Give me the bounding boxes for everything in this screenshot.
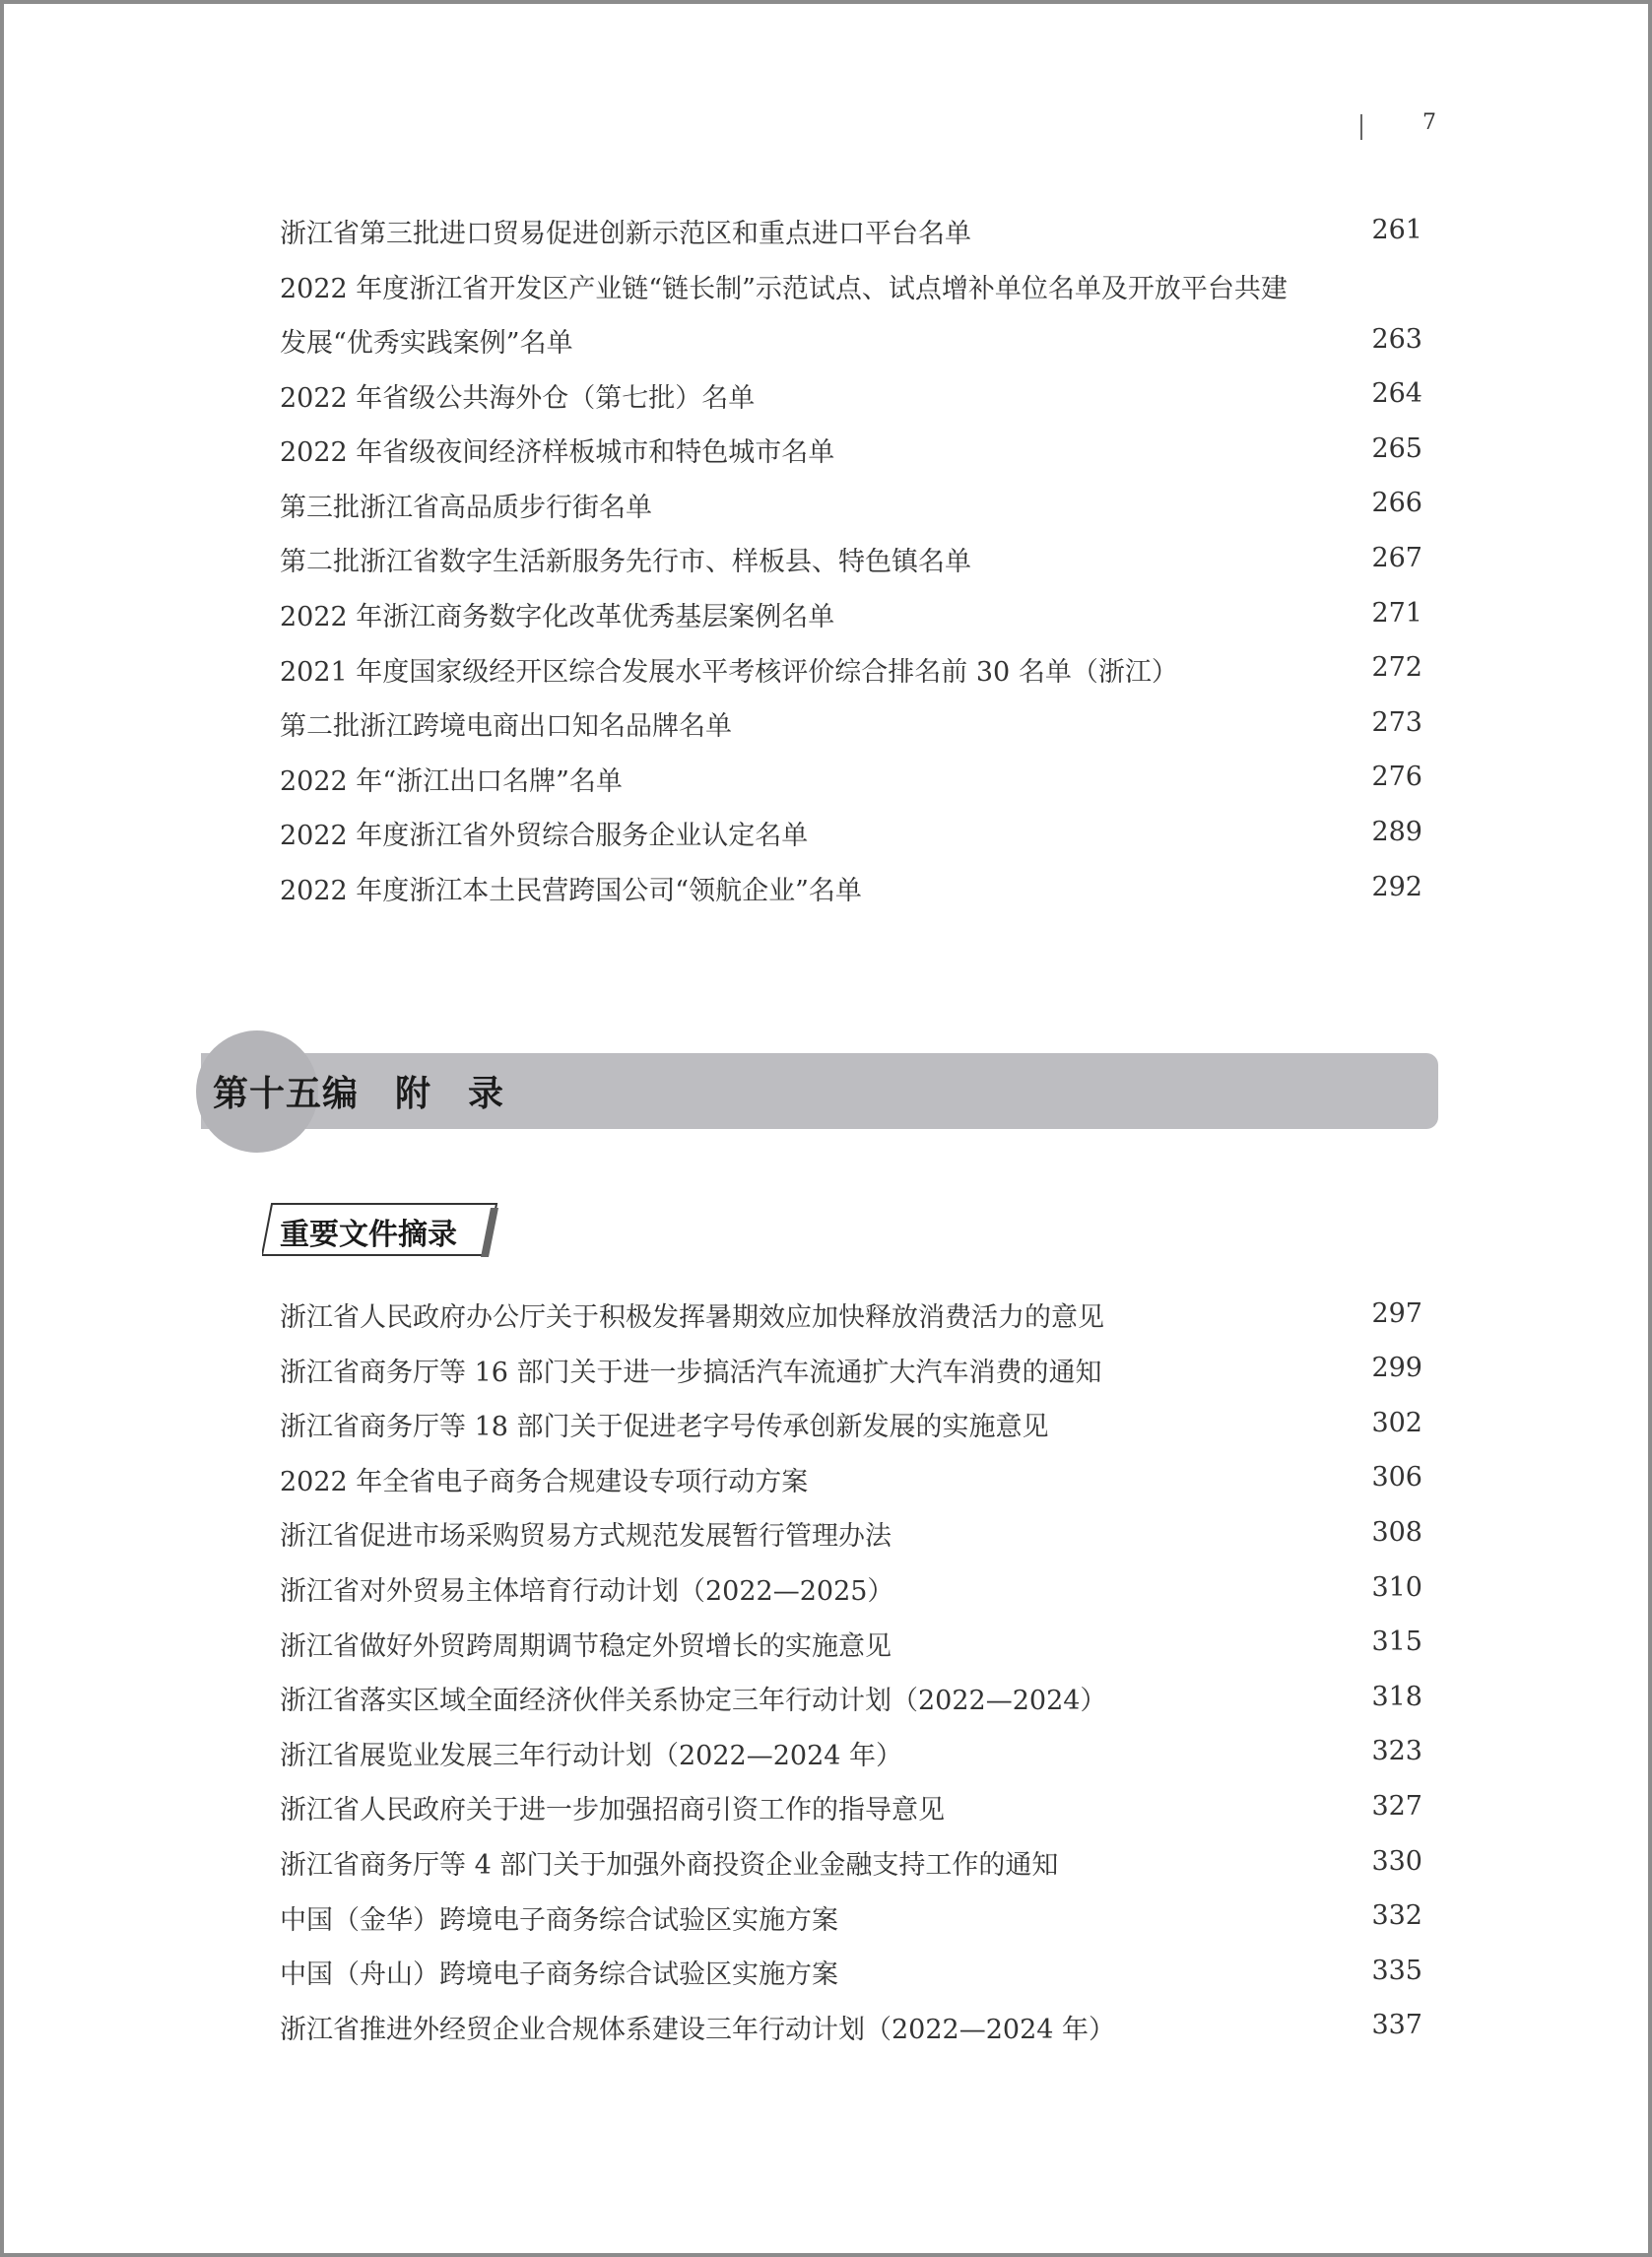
toc-entry-page: 323 bbox=[1371, 1736, 1422, 1767]
toc-entry-title: 2022 年浙江商务数字化改革优秀基层案例名单 bbox=[280, 601, 835, 632]
toc-entry-page: 292 bbox=[1371, 871, 1422, 902]
toc-entry-title: 第三批浙江省高品质步行街名单 bbox=[280, 492, 652, 523]
toc-entry-title: 2022 年省级公共海外仓（第七批）名单 bbox=[280, 382, 756, 414]
toc-entry-page: 299 bbox=[1371, 1353, 1422, 1384]
toc-entry-page: 335 bbox=[1371, 1955, 1422, 1986]
toc-entry-page: 276 bbox=[1371, 762, 1422, 793]
toc-entry-page: 267 bbox=[1371, 542, 1422, 573]
toc-entry-page: 327 bbox=[1371, 1790, 1422, 1822]
toc-entry-page: 265 bbox=[1371, 432, 1422, 464]
toc-entry-title: 中国（舟山）跨境电子商务综合试验区实施方案 bbox=[280, 1959, 838, 1991]
toc-list-part-a bbox=[280, 201, 1422, 913]
toc-entry-page: 330 bbox=[1371, 1845, 1422, 1877]
toc-entry-page: 263 bbox=[1371, 323, 1422, 355]
toc-entry-title: 浙江省促进市场采购贸易方式规范发展暂行管理办法 bbox=[280, 1521, 892, 1553]
toc-entry[interactable] bbox=[280, 1503, 1422, 1559]
toc-list-part-b bbox=[280, 1285, 1422, 2051]
subsection-tag bbox=[262, 1202, 498, 1257]
toc-entry[interactable] bbox=[280, 1888, 1422, 1943]
toc-entry[interactable] bbox=[280, 858, 1422, 913]
toc-entry-page: 261 bbox=[1371, 214, 1422, 245]
toc-entry[interactable] bbox=[280, 1449, 1422, 1504]
toc-entry-title: 浙江省人民政府办公厅关于积极发挥暑期效应加快释放消费活力的意见 bbox=[280, 1302, 1104, 1333]
toc-entry[interactable] bbox=[280, 694, 1422, 749]
toc-entry-page: 273 bbox=[1371, 706, 1422, 738]
toc-entry[interactable] bbox=[280, 365, 1422, 421]
toc-entry-title: 2022 年“浙江出口名牌”名单 bbox=[280, 765, 623, 797]
toc-entry-page: 315 bbox=[1371, 1626, 1422, 1658]
toc-entry-page: 266 bbox=[1371, 488, 1422, 519]
toc-entry[interactable] bbox=[280, 1723, 1422, 1778]
toc-entry[interactable] bbox=[280, 1668, 1422, 1723]
toc-entry-page: 297 bbox=[1371, 1297, 1422, 1329]
toc-entry-page: 302 bbox=[1371, 1407, 1422, 1438]
toc-entry[interactable] bbox=[280, 1394, 1422, 1449]
toc-entry-page: 337 bbox=[1371, 2010, 1422, 2041]
toc-entry[interactable] bbox=[280, 256, 1422, 365]
toc-entry-title: 2022 年省级夜间经济样板城市和特色城市名单 bbox=[280, 437, 835, 469]
toc-entry[interactable] bbox=[280, 475, 1422, 530]
toc-entry-title: 浙江省第三批进口贸易促进创新示范区和重点进口平台名单 bbox=[280, 219, 971, 249]
toc-entry-title: 2022 年全省电子商务合规建设专项行动方案 bbox=[280, 1466, 809, 1497]
toc-entry[interactable] bbox=[280, 529, 1422, 584]
toc-entry[interactable] bbox=[280, 201, 1422, 256]
page-number: 7 bbox=[1422, 110, 1436, 135]
toc-entry-page: 289 bbox=[1371, 816, 1422, 847]
subsection-title: 重要文件摘录 bbox=[280, 1218, 457, 1252]
toc-entry-title: 第二批浙江跨境电商出口知名品牌名单 bbox=[280, 711, 732, 743]
toc-entry-page: 272 bbox=[1371, 652, 1422, 684]
toc-entry-page: 332 bbox=[1371, 1900, 1422, 1932]
toc-entry-page: 306 bbox=[1371, 1462, 1422, 1494]
toc-entry[interactable] bbox=[280, 1942, 1422, 1997]
toc-entry-title: 浙江省商务厅等 18 部门关于促进老字号传承创新发展的实施意见 bbox=[280, 1412, 1049, 1443]
toc-entry[interactable] bbox=[280, 749, 1422, 804]
toc-entry-page: 264 bbox=[1371, 378, 1422, 410]
toc-entry[interactable] bbox=[280, 639, 1422, 695]
toc-entry[interactable] bbox=[280, 1285, 1422, 1340]
toc-entry-title: 浙江省做好外贸跨周期调节稳定外贸增长的实施意见 bbox=[280, 1630, 892, 1662]
toc-entry[interactable] bbox=[280, 1614, 1422, 1669]
toc-entry[interactable] bbox=[280, 1777, 1422, 1832]
toc-entry-page: 310 bbox=[1371, 1571, 1422, 1603]
toc-entry-title: 浙江省人民政府关于进一步加强招商引资工作的指导意见 bbox=[280, 1795, 945, 1826]
toc-entry[interactable] bbox=[280, 803, 1422, 858]
toc-entry[interactable] bbox=[280, 420, 1422, 475]
toc-entry-title: 浙江省商务厅等 16 部门关于进一步搞活汽车流通扩大汽车消费的通知 bbox=[280, 1357, 1102, 1388]
toc-entry-page: 271 bbox=[1371, 597, 1422, 629]
toc-entry-title: 浙江省展览业发展三年行动计划（2022—2024 年） bbox=[280, 1740, 903, 1771]
toc-entry-page: 318 bbox=[1371, 1681, 1422, 1712]
toc-entry-title: 2021 年度国家级经开区综合发展水平考核评价综合排名前 30 名单（浙江） bbox=[280, 656, 1178, 688]
toc-entry-title: 2022 年度浙江省开发区产业链“链长制”示范试点、试点增补单位名单及开放平台共建发展“优秀实践案例”名单 bbox=[280, 273, 1288, 360]
toc-entry-title: 浙江省商务厅等 4 部门关于加强外商投资企业金融支持工作的通知 bbox=[280, 1849, 1059, 1881]
toc-entry-title: 浙江省对外贸易主体培育行动计划（2022—2025） bbox=[280, 1575, 894, 1607]
toc-entry[interactable] bbox=[280, 1340, 1422, 1395]
toc-entry[interactable] bbox=[280, 1559, 1422, 1614]
toc-entry-page: 308 bbox=[1371, 1516, 1422, 1548]
toc-entry[interactable] bbox=[280, 584, 1422, 639]
toc-entry-title: 中国（金华）跨境电子商务综合试验区实施方案 bbox=[280, 1904, 838, 1936]
header-divider bbox=[1360, 114, 1362, 140]
toc-entry-title: 2022 年度浙江省外贸综合服务企业认定名单 bbox=[280, 821, 809, 852]
toc-entry-title: 浙江省推进外经贸企业合规体系建设三年行动计划（2022—2024 年） bbox=[280, 2014, 1116, 2045]
toc-entry-title: 浙江省落实区域全面经济伙伴关系协定三年行动计划（2022—2024） bbox=[280, 1686, 1107, 1717]
toc-entry[interactable] bbox=[280, 1832, 1422, 1888]
toc-entry-title: 第二批浙江省数字生活新服务先行市、样板县、特色镇名单 bbox=[280, 547, 971, 578]
section-title: 第十五编 附 录 bbox=[213, 1073, 505, 1114]
toc-entry[interactable] bbox=[280, 1997, 1422, 2052]
toc-entry-title: 2022 年度浙江本土民营跨国公司“领航企业”名单 bbox=[280, 875, 862, 906]
